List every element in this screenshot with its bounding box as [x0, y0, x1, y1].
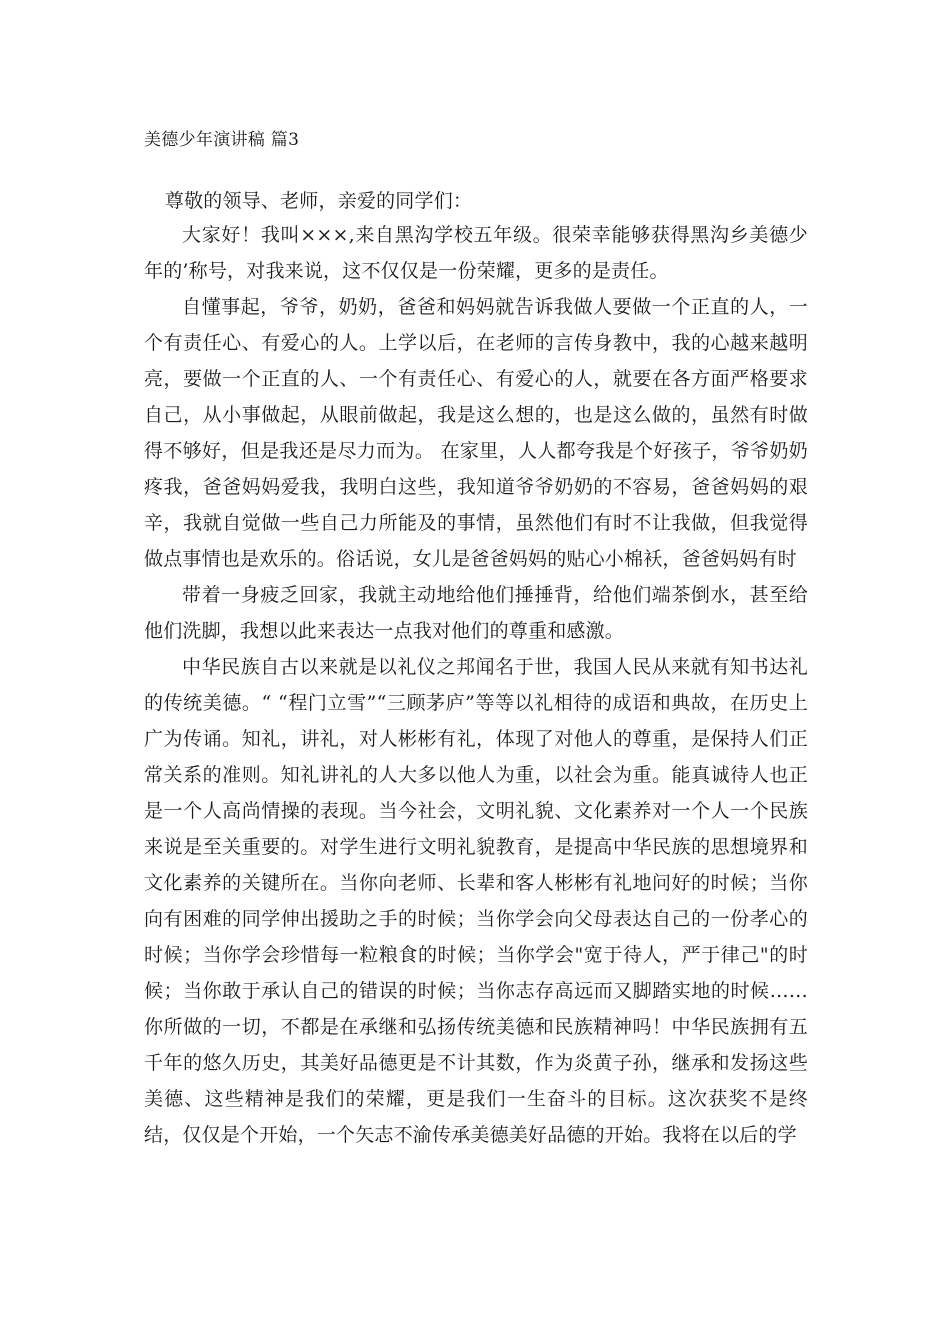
family-paragraph: 自懂事起，爷爷，奶奶，爸爸和妈妈就告诉我做人要做一个正直的人，一个有责任心、有爱心的人。上学以后，在老师的言传身教中，我的心越来越明亮，要做一个正直的人、一个有责任心、有爱心的人，就要在各方面严格要求自己，从小事做起，从眼前做起，我是这么想的，也是这么做的，虽然有时做得不够好，但是我还是尽力而为。 在家里，人人都夸我是个好孩子，爷爷奶奶疼我，爸爸妈妈爱我，我明白这些，我知道爷爷奶奶的不容易，爸爸妈妈的艰辛，我就自觉做一些自己力所能及的事情，虽然他们有时不让我做，但我觉得做点事情也是欢乐的。俗话说，女儿是爸爸妈妈的贴心小棉袄，爸爸妈妈有时: [144, 296, 808, 570]
etiquette-paragraph: 中华民族自古以来就是以礼仪之邦闻名于世，我国人民从来就有知书达礼的传统美德。“ “程门立雪”“三顾茅庐”等等以礼相待的成语和典故，在历史上广为传诵。知礼，讲礼，对人彬彬有礼，体现了对他人的尊重，是保持人们正常关系的准则。知礼讲礼的人大多以他人为重，以社会为重。能真诚待人也正是一个人高尚情操的表现。当今社会，文明礼貌、文化素养对一个人一个民族来说是至关重要的。对学生进行文明礼貌教育，是提高中华民族的思想境界和文化素养的关键所在。当你向老师、长辈和客人彬彬有礼地问好的时候；当你向有困难的同学伸出援助之手的时候；当你学会向父母表达自己的一份孝心的时候；当你学会珍惜每一粒粮食的时候；当你学会"宽于待人，严于律己"的时候；当你敢于承认自己的错误的时候；当你志存高远而又脚踏实地的时候……你所做的一切，不都是在承继和弘扬传统美德和民族精神吗！中华民族拥有五千年的悠久历史，其美好品德更是不计其数，作为炎黄子孙，继承和发扬这些美德、这些精神是我们的荣耀，更是我们一生奋斗的目标。这次获奖不是终结，仅仅是个开始，一个矢志不渝传承美德美好品德的开始。我将在以后的学: [144, 656, 808, 1146]
introduction-paragraph: 大家好！我叫×××,来自黑沟学校五年级。很荣幸能够获得黑沟乡美德少年的’称号，对我来说，这不仅仅是一份荣耀，更多的是责任。: [144, 224, 808, 282]
document-title: 美德少年演讲稿 篇3: [144, 130, 300, 150]
document-body: [144, 185, 808, 1153]
care-paragraph: 带着一身疲乏回家，我就主动地给他们捶捶背，给他们端茶倒水，甚至给他们洗脚，我想以此来表达一点我对他们的尊重和感激。: [144, 584, 808, 642]
salutation-paragraph: 尊敬的领导、老师，亲爱的同学们：: [164, 190, 473, 212]
